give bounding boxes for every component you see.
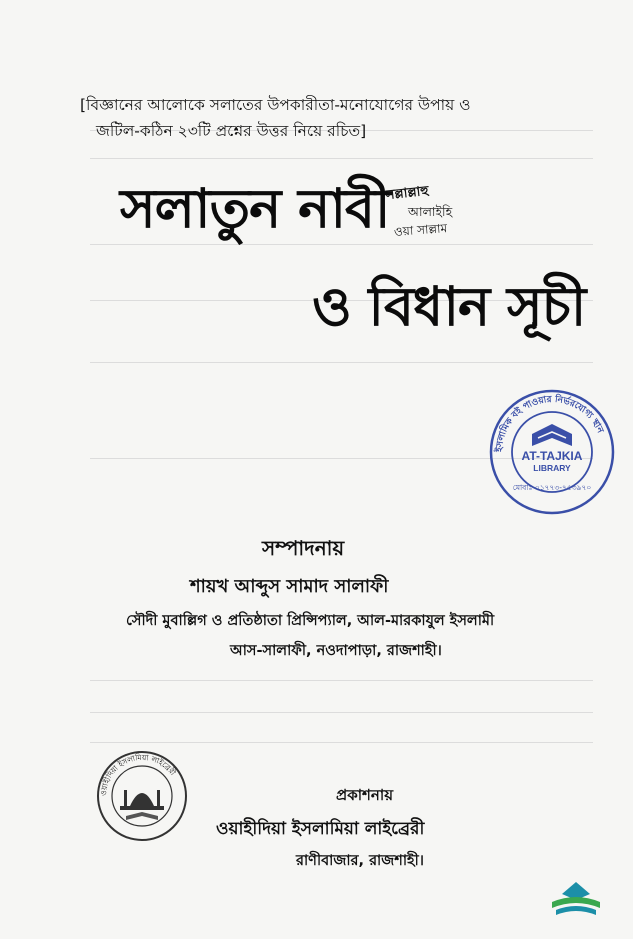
- stamp-name: AT-TAJKIA: [521, 449, 583, 463]
- subtitle-line-2: জটিল-কঠিন ২৩টি প্রশ্নের উত্তর নিয়ে রচিত]: [96, 122, 367, 140]
- stamp-sub: LIBRARY: [533, 463, 571, 473]
- editor-title: সৌদী মুবাল্লিগ ও প্রতিষ্ঠাতা প্রিন্সিপ্যাল, আল-মারকাযুল ইসলামী: [126, 613, 495, 629]
- editor-label: সম্পাদনায়: [262, 536, 345, 560]
- salutation-top: সল্লাল্লাহু: [385, 183, 430, 204]
- book-title-line-2: ও বিধান সূচী: [312, 274, 586, 338]
- salutation-calligraphy: [386, 184, 504, 246]
- bleed-through-line: [90, 680, 593, 681]
- editor-name: শায়খ আব্দুস সামাদ সালাফী: [190, 576, 389, 597]
- publisher-logo: [96, 750, 188, 842]
- bleed-through-line: [90, 244, 593, 245]
- editor-address: আস-সালাফী, নওদাপাড়া, রাজশাহী।: [230, 643, 442, 659]
- stamp-ring-text: ইসলামিক বই পাওয়ার নির্ভরযোগ্য স্থান: [494, 394, 605, 453]
- mosque-icon: [120, 790, 164, 820]
- publisher-name: ওয়াহীদিয়া ইসলামিয়া লাইব্রেরী: [216, 819, 425, 839]
- stamp-phone: মোবাঃ ০১৭৭৩-৭৫৩৯৭০: [512, 483, 592, 492]
- bleed-through-line: [90, 158, 593, 159]
- library-stamp: [488, 388, 616, 516]
- salutation-bottom: ওয়া সাল্লাম: [393, 221, 448, 239]
- corner-book-emblem-icon: [546, 880, 606, 920]
- bleed-through-line: [90, 712, 593, 713]
- subtitle-line-1: [বিজ্ঞানের আলোকে সলাতের উপকারীতা-মনোযোগের উপায় ও: [80, 96, 471, 114]
- bleed-through-line: [90, 362, 593, 363]
- salutation-middle: আলাইহি: [408, 204, 453, 219]
- logo-ring-text: ওয়াহীদিয়া ইসলামিয়া লাইব্রেরী: [98, 752, 178, 797]
- book-subtitle: [80, 92, 570, 144]
- book-icon: [532, 424, 572, 446]
- bleed-through-line: [90, 742, 593, 743]
- publisher-address: রাণীবাজার, রাজশাহী।: [296, 853, 424, 869]
- book-title-line-1: সলাতুন নাবী: [120, 176, 390, 240]
- publisher-label: প্রকাশনায়: [336, 786, 394, 804]
